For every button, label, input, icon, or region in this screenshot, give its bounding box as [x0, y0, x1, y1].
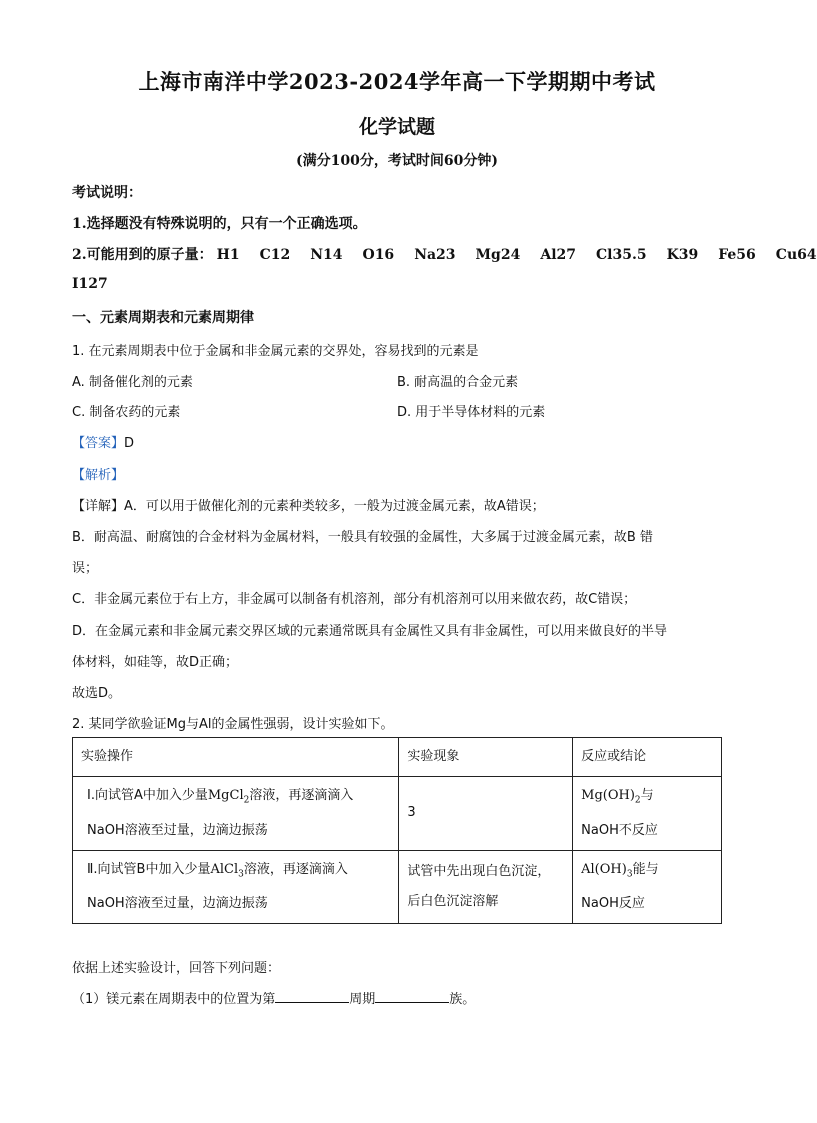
atom-mass: Al27 [540, 247, 576, 263]
answer-label: 【答案】 [72, 436, 125, 451]
table-cell [73, 850, 399, 924]
atom-mass-overflow: I127 [72, 276, 108, 292]
atom-mass: Na23 [414, 247, 456, 263]
formula-subscript: 3 [238, 869, 244, 880]
rule-2 [72, 244, 817, 264]
formula-subscript: 2 [634, 795, 641, 806]
sub-question-text: （1）镁元素在周期表中的位置为第 [72, 992, 276, 1007]
cell-text: 后白色沉淀溶解 [407, 893, 499, 909]
table-row [73, 850, 722, 924]
conclusion: 故选D。 [72, 686, 122, 701]
detail-a: 【详解】A．可以用于做催化剂的元素种类较多，一般为过渡金属元素，故A错误； [72, 499, 545, 514]
detail-d: D．在金属元素和非金属元素交界区域的元素通常既具有金属性又具有非金属性，可以用来做良好的半导 [72, 624, 668, 639]
chem-formula [207, 788, 250, 806]
formula-subscript: 3 [626, 869, 633, 880]
question-1-stem: 1. 在元素周期表中位于金属和非金属元素的交界处，容易找到的元素是 [72, 344, 479, 359]
answer-line [72, 432, 134, 451]
exam-title: 上海市南洋中学2023-2024学年高一下学期期中考试 [138, 69, 656, 94]
cell-text: NaOH溶液至过量，边滴边振荡 [87, 896, 268, 912]
cell-text: 溶液，再逐滴滴入 [249, 788, 354, 803]
answer-blank-group[interactable] [375, 990, 449, 1003]
section-heading: 一、元素周期表和元素周期律 [72, 310, 254, 326]
table-cell [399, 850, 573, 924]
score-time-note: (满分100分，考试时间60分钟) [296, 153, 498, 169]
option-d: D. 用于半导体材料的元素 [397, 405, 546, 420]
option-c: C. 制备农药的元素 [72, 405, 181, 420]
follow-up-instruction: 依据上述实验设计，回答下列问题： [72, 961, 281, 976]
cell-text: Ⅱ.向试管B中加入少量 [87, 861, 211, 877]
answer-value: D [124, 436, 135, 451]
cell-text: NaOH溶液至过量，边滴边振荡 [87, 822, 268, 838]
sub-question-text: 族。 [449, 992, 476, 1007]
table-cell [573, 777, 722, 851]
chem-formula [210, 861, 244, 880]
detail-c: C．非金属元素位于右上方，非金属可以制备有机溶剂，部分有机溶剂可以用来做农药，故C错误； [72, 592, 637, 607]
sub-question-text: 周期 [349, 992, 376, 1007]
formula-base: AlCl [210, 861, 239, 877]
formula-base: Al(OH) [581, 861, 627, 877]
cell-text: 溶液，再逐滴滴入 [243, 861, 348, 877]
formula-base: MgCl [207, 788, 244, 803]
option-b: B. 耐高温的合金元素 [397, 375, 519, 390]
chem-formula [581, 861, 633, 880]
rule-1: 1.选择题没有特殊说明的，只有一个正确选项。 [72, 216, 367, 232]
subject-title: 化学试题 [358, 116, 435, 138]
table-cell [73, 777, 399, 851]
table-cell [573, 850, 722, 924]
cell-text: NaOH反应 [581, 896, 645, 912]
answer-blank-period[interactable] [275, 990, 349, 1003]
notes-heading: 考试说明： [72, 185, 142, 201]
atom-mass: C12 [259, 247, 291, 263]
table-cell: 3 [399, 777, 573, 851]
atom-mass: O16 [362, 247, 395, 263]
atom-mass: Cl35.5 [596, 247, 647, 263]
table-header: 实验操作 [73, 738, 399, 777]
detail-b: B．耐高温、耐腐蚀的合金材料为金属材料，一般具有较强的金属性，大多属于过渡金属元素，故B 错 [72, 530, 653, 545]
atom-mass: H1 [216, 247, 240, 263]
table-header: 实验现象 [399, 738, 573, 777]
atom-mass: Cu64 [775, 247, 817, 263]
table-header-row [73, 738, 722, 777]
atom-mass: N14 [310, 247, 343, 263]
formula-subscript: 2 [243, 795, 250, 806]
table-row [73, 777, 722, 851]
cell-text: Ⅰ.向试管A中加入少量 [87, 788, 208, 803]
formula-base: Mg(OH) [581, 788, 635, 803]
detail-b-cont: 误； [72, 561, 99, 576]
experiment-table [72, 737, 722, 924]
option-a: A. 制备催化剂的元素 [72, 375, 193, 390]
atom-mass: Mg24 [475, 247, 521, 263]
detail-d-cont: 体材料，如硅等，故D正确； [72, 655, 239, 670]
atom-mass: Fe56 [718, 247, 756, 263]
cell-text: 能与 [632, 861, 659, 877]
cell-text: 与 [640, 788, 654, 803]
chem-formula [581, 788, 641, 806]
rule-2-prefix: 2.可能用到的原子量： [72, 247, 213, 263]
question-2-stem: 2. 某同学欲验证Mg与Al的金属性强弱，设计实验如下。 [72, 717, 394, 732]
cell-text: NaOH不反应 [581, 822, 658, 838]
cell-text: 试管中先出现白色沉淀， [407, 863, 551, 879]
table-header: 反应或结论 [573, 738, 722, 777]
analysis-label: 【解析】 [72, 468, 125, 483]
atom-mass: K39 [666, 247, 699, 263]
sub-question-1 [72, 988, 475, 1007]
